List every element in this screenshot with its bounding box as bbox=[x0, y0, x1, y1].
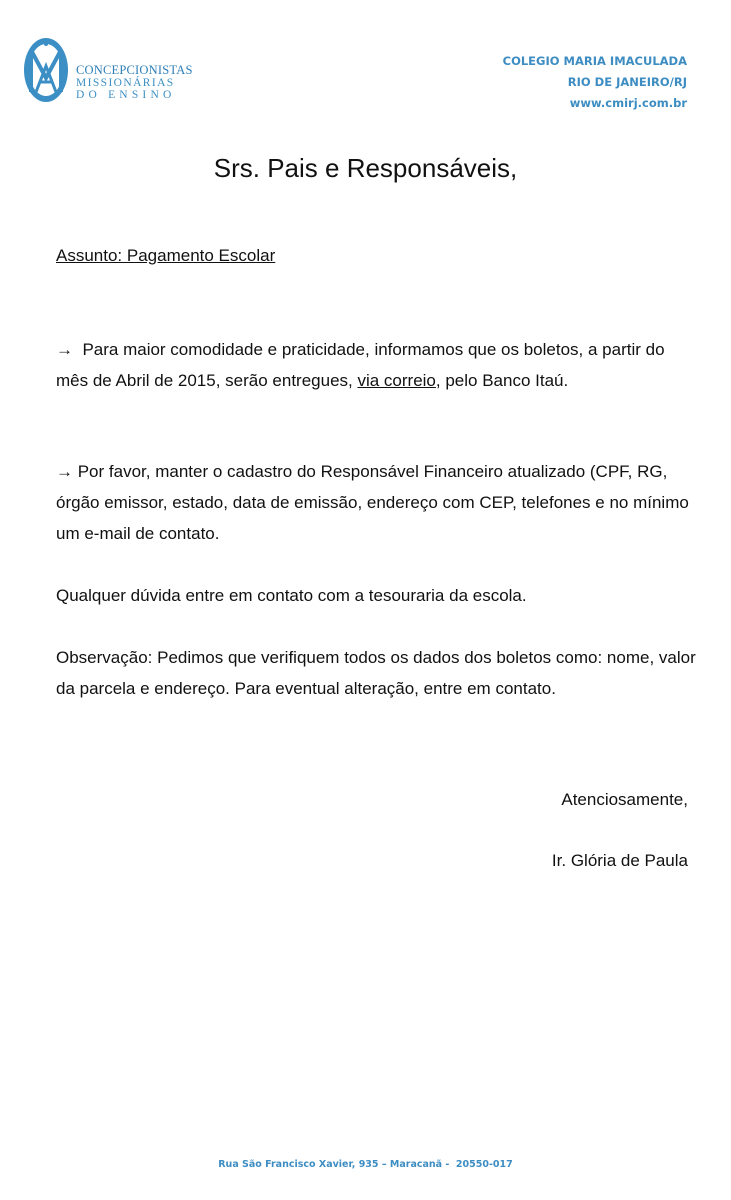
logo-line1: CONCEPCIONISTAS bbox=[76, 63, 193, 77]
paragraph-delivery-highlight: via correio bbox=[357, 371, 436, 390]
paragraph-delivery-text: Para maior comodidade e praticidade, informamos que os boletos, a partir do mês de Abril de 2015, serão entregues, bbox=[56, 340, 670, 390]
paragraph-delivery bbox=[56, 334, 696, 396]
letter-signature: Ir. Glória de Paula bbox=[551, 851, 688, 870]
school-website: www.cmirj.com.br bbox=[569, 96, 687, 110]
school-logo bbox=[22, 36, 192, 104]
logo-line2: MISSIONÁRIAS bbox=[76, 76, 175, 89]
school-name: COLEGIO MARIA IMACULADA bbox=[502, 54, 687, 68]
paragraph-observation: Observação: Pedimos que verifiquem todos os dados dos boletos como: nome, valor da parcela e endereço. Para eventual alteração, entre em contato. bbox=[56, 648, 696, 698]
arrow-icon: → bbox=[56, 340, 73, 359]
paragraph-registration bbox=[56, 456, 696, 549]
school-location: RIO DE JANEIRO/RJ bbox=[567, 75, 687, 89]
letter-greeting: Srs. Pais e Responsáveis, bbox=[213, 153, 518, 183]
footer-address: Rua São Francisco Xavier, 935 – Maracanã - 20550-017 bbox=[218, 1159, 513, 1170]
logo-line3: DO ENSINO bbox=[76, 89, 176, 101]
logo-monogram-icon bbox=[22, 36, 72, 104]
letter-closing: Atenciosamente, bbox=[561, 790, 688, 809]
letter-subject: Assunto: Pagamento Escolar bbox=[56, 246, 276, 265]
arrow-icon: → bbox=[56, 462, 73, 481]
logo-wordmark bbox=[76, 64, 193, 102]
school-contact-block bbox=[503, 51, 687, 114]
paragraph-questions: Qualquer dúvida entre em contato com a tesouraria da escola. bbox=[56, 586, 527, 605]
paragraph-registration-text: Por favor, manter o cadastro do Responsável Financeiro atualizado (CPF, RG, órgão emissor, estado, data de emissão, endereço com CEP, telefones e no mínimo um e-mail de contato. bbox=[56, 462, 694, 543]
paragraph-delivery-end: , pelo Banco Itaú. bbox=[435, 371, 569, 390]
